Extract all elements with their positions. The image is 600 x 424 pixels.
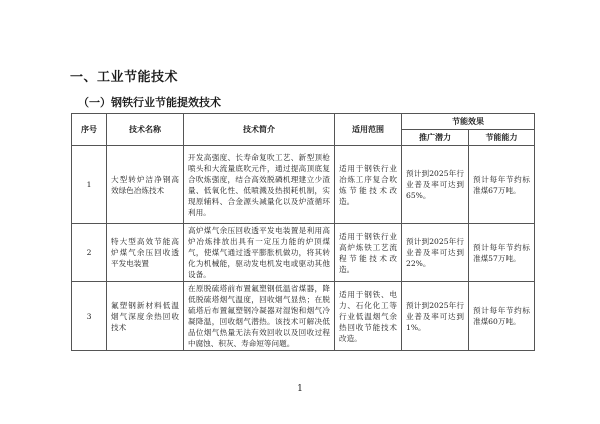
row-potential: 预计到2025年行业普及率可达到22%。 (402, 224, 469, 282)
row-scope: 适用于钢铁行业高炉炼铁工艺流程节能技术改造。 (335, 224, 402, 282)
row-index: 2 (72, 224, 107, 282)
section-heading: 一、工业节能技术 (70, 70, 179, 85)
row-intro: 高炉煤气余压回收透平发电装置是利用高炉冶炼排放出具有一定压力能的炉顶煤气，使煤气通过透平膨胀机做功，将其转化为机械能，驱动发电机发电或驱动其他设备。 (184, 224, 335, 282)
table-row (72, 282, 535, 351)
row-capacity: 预计每年节约标准煤57万吨。 (469, 224, 535, 282)
row-intro: 在原脱硫塔前布置氟塑钢低温省煤器，降低脱硫塔烟气温度，回收烟气显热；在脱硫塔后布置氟塑钢冷凝器对湿饱和烟气冷凝降温，回收烟气潜热。该技术可解决低品位烟气热量无法有效回收以及回收过程中腐蚀、积灰、寿命短等问题。 (184, 282, 335, 351)
row-index: 1 (72, 146, 107, 224)
header-scope: 适用范围 (335, 114, 402, 146)
table-row (72, 146, 535, 224)
table-row (72, 224, 535, 282)
row-intro: 开发高强度、长寿命复吹工艺、新型顶枪喷头和大流量底吹元件，通过提高顶底复合吹炼强度，结合高效脱磷机理建立少渣量、低氧化性、低喷溅及热损耗机制，实现原辅料、合金源头减量化以及炉渣循环利用。 (184, 146, 335, 224)
header-index: 序号 (72, 114, 107, 146)
page-number: 1 (297, 384, 303, 394)
row-scope: 适用于钢铁、电力、石化化工等行业低温烟气余热回收节能技术改造。 (335, 282, 402, 351)
row-capacity: 预计每年节约标准煤60万吨。 (469, 282, 535, 351)
row-name: 大型转炉洁净钢高效绿色冶炼技术 (107, 146, 184, 224)
technology-table (71, 113, 535, 351)
row-potential: 预计到2025年行业普及率可达到65%。 (402, 146, 469, 224)
header-name: 技术名称 (107, 114, 184, 146)
header-effect: 节能效果 (402, 114, 535, 130)
row-index: 3 (72, 282, 107, 351)
subsection-heading: （一）钢铁行业节能提效技术 (78, 96, 221, 109)
header-intro: 技术简介 (184, 114, 335, 146)
row-name: 特大型高效节能高炉煤气余压回收透平发电装置 (107, 224, 184, 282)
row-name: 氟塑钢新材料低温烟气深度余热回收技术 (107, 282, 184, 351)
header-potential: 推广潜力 (402, 130, 469, 146)
header-capacity: 节能能力 (469, 130, 535, 146)
row-potential: 预计到2025年行业普及率可达到1%。 (402, 282, 469, 351)
row-capacity: 预计每年节约标准煤67万吨。 (469, 146, 535, 224)
row-scope: 适用于钢铁行业冶炼工序复合吹炼节能技术改造。 (335, 146, 402, 224)
